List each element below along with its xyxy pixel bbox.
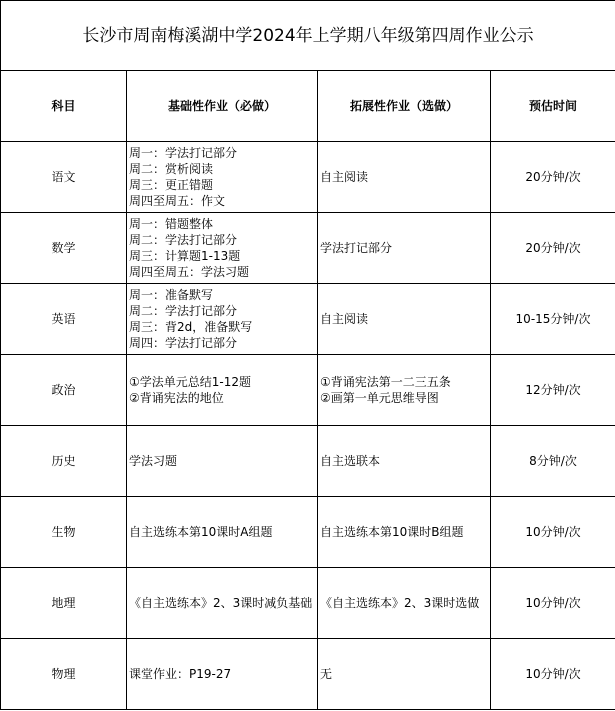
basic-homework-cell xyxy=(127,568,318,639)
homework-line: 自主阅读 xyxy=(320,170,369,184)
basic-homework-cell xyxy=(127,426,318,497)
header-estimated-time: 预估时间 xyxy=(491,71,615,142)
extended-homework-cell xyxy=(318,355,491,426)
extended-homework-cell xyxy=(318,639,491,710)
table-row xyxy=(1,426,615,497)
homework-line: 周三：计算题1-13题 xyxy=(129,249,241,263)
table-row xyxy=(1,639,615,710)
extended-homework-cell xyxy=(318,284,491,355)
homework-line: 学法打记部分 xyxy=(320,241,393,255)
homework-line: 周四：学法打记部分 xyxy=(129,336,238,350)
time-cell: 10分钟/次 xyxy=(491,568,615,639)
table-row xyxy=(1,213,615,284)
subject-cell: 物理 xyxy=(1,639,127,710)
table-row xyxy=(1,568,615,639)
homework-line: 周二：赏析阅读 xyxy=(129,162,214,176)
subject-cell: 历史 xyxy=(1,426,127,497)
homework-line: ①背诵宪法第一二三五条 xyxy=(320,375,451,389)
basic-homework-cell xyxy=(127,355,318,426)
homework-line: 周三：背2d，准备默写 xyxy=(129,320,253,334)
basic-homework-cell xyxy=(127,213,318,284)
subject-cell: 政治 xyxy=(1,355,127,426)
homework-line: ②背诵宪法的地位 xyxy=(129,391,224,405)
homework-line: 《自主选练本》2、3课时选做 xyxy=(320,596,480,610)
table-row xyxy=(1,355,615,426)
time-cell: 8分钟/次 xyxy=(491,426,615,497)
homework-line: 自主选练本第10课时A组题 xyxy=(129,525,273,539)
extended-homework-cell xyxy=(318,142,491,213)
header-basic-homework: 基础性作业（必做） xyxy=(127,71,318,142)
homework-line: 课堂作业：P19-27 xyxy=(129,667,232,681)
extended-homework-cell xyxy=(318,568,491,639)
table-row xyxy=(1,497,615,568)
extended-homework-cell xyxy=(318,426,491,497)
time-cell: 10分钟/次 xyxy=(491,497,615,568)
subject-cell: 地理 xyxy=(1,568,127,639)
homework-line: 自主选练本第10课时B组题 xyxy=(320,525,464,539)
homework-line: 学法习题 xyxy=(129,454,178,468)
homework-line: 自主选联本 xyxy=(320,454,381,468)
basic-homework-cell xyxy=(127,142,318,213)
homework-line: 周二：学法打记部分 xyxy=(129,233,238,247)
subject-cell: 生物 xyxy=(1,497,127,568)
homework-line: 周四至周五：学法习题 xyxy=(129,265,250,279)
subject-cell: 语文 xyxy=(1,142,127,213)
extended-homework-cell xyxy=(318,213,491,284)
header-extended-homework: 拓展性作业（选做） xyxy=(318,71,491,142)
homework-line: ①学法单元总结1-12题 xyxy=(129,375,251,389)
homework-line: 周一：错题整体 xyxy=(129,217,214,231)
homework-line: ②画第一单元思维导图 xyxy=(320,391,439,405)
basic-homework-cell xyxy=(127,639,318,710)
basic-homework-cell xyxy=(127,497,318,568)
header-subject: 科目 xyxy=(1,71,127,142)
homework-line: 自主阅读 xyxy=(320,312,369,326)
homework-line: 周一：准备默写 xyxy=(129,288,214,302)
homework-line: 周三：更正错题 xyxy=(129,178,214,192)
homework-line: 无 xyxy=(320,667,333,681)
time-cell: 10分钟/次 xyxy=(491,639,615,710)
homework-line: 《自主选练本》2、3课时减负基础 xyxy=(129,596,313,610)
homework-line: 周一：学法打记部分 xyxy=(129,146,238,160)
time-cell: 20分钟/次 xyxy=(491,213,615,284)
basic-homework-cell xyxy=(127,284,318,355)
homework-line: 周四至周五：作文 xyxy=(129,194,226,208)
table-row xyxy=(1,284,615,355)
page-title: 长沙市周南梅溪湖中学2024年上学期八年级第四周作业公示 xyxy=(1,1,615,71)
homework-line: 周二：学法打记部分 xyxy=(129,304,238,318)
subject-cell: 数学 xyxy=(1,213,127,284)
time-cell: 10-15分钟/次 xyxy=(491,284,615,355)
subject-cell: 英语 xyxy=(1,284,127,355)
time-cell: 20分钟/次 xyxy=(491,142,615,213)
table-row xyxy=(1,142,615,213)
time-cell: 12分钟/次 xyxy=(491,355,615,426)
extended-homework-cell xyxy=(318,497,491,568)
